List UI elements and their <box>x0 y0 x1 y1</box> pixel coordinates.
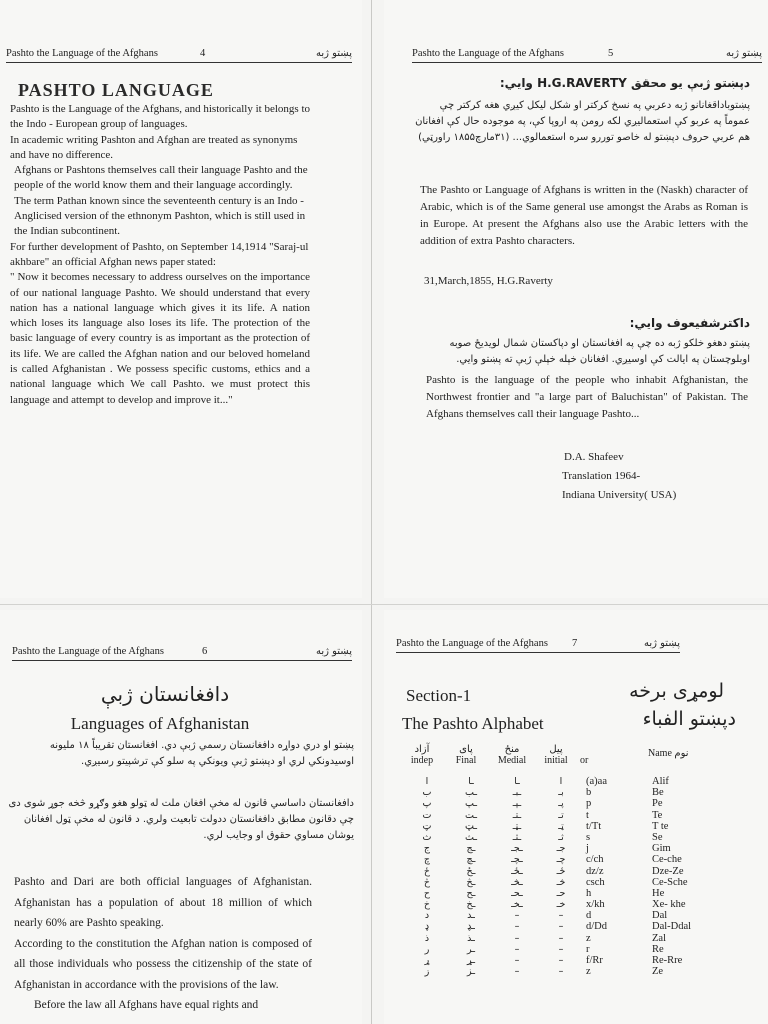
running-title: Pashto the Language of the Afghans <box>396 638 548 649</box>
cell-indep: ز <box>424 966 430 978</box>
running-header <box>412 48 762 64</box>
table-row <box>390 966 762 977</box>
cell-final: ـح <box>466 887 476 899</box>
cell-medial: – <box>514 921 520 933</box>
alphabet-table <box>390 776 762 977</box>
cell-initial: څـ <box>556 876 566 888</box>
pashto-paragraph: دافغانستان داساسي قانون له مخې افغان ملت له ټولو هغو وګړو څخه جوړ شوی دی چې دقانون مطابق دافغانستان ددولت تابعيت ولري. د قانون له مخې ټول افغانان يوشان مساوي حقوق او وجايب لري. <box>8 798 354 841</box>
cell-final: ـب <box>464 787 478 799</box>
cell-final: ـا <box>468 776 474 787</box>
shafeev-heading: داکترشفيعوف وايي: <box>629 316 750 330</box>
cell-name: Se <box>652 831 663 843</box>
page-number: 4 <box>200 48 206 59</box>
cell-medial: ـخـ <box>511 899 523 911</box>
col-indep <box>400 744 444 766</box>
cell-latin: c/ch <box>586 854 604 866</box>
running-title-pashto: پښتو ژبه <box>315 48 352 59</box>
header-rule <box>12 660 352 661</box>
table-row <box>390 899 762 910</box>
col-label: initial <box>544 755 568 766</box>
cell-name: Alif <box>652 776 669 787</box>
raverty-heading: دپښتو ژبې يو محقق H.G.RAVERTY وايي: <box>499 76 750 90</box>
cell-medial: ـا <box>514 776 520 787</box>
cell-name: Dal-Ddal <box>652 921 692 933</box>
cell-indep: خ <box>423 899 431 911</box>
cell-medial: ـحـ <box>511 887 523 899</box>
page-number: 7 <box>572 638 578 649</box>
cell-medial: – <box>514 966 520 978</box>
cell-indep: چ <box>423 854 431 866</box>
cell-medial: ـتـ <box>512 809 522 821</box>
cell-indep: د <box>424 910 430 922</box>
cell-initial: حـ <box>556 887 566 899</box>
paragraph: According to the constitution the Afghan nation is composed of all those individuals who possess the citizenship of the state of Afghanistan in accordance with the provisions of the law. <box>14 937 312 991</box>
cell-latin: t <box>586 809 589 821</box>
cell-indep: ځ <box>423 865 431 877</box>
cell-name: Zal <box>652 932 666 944</box>
running-header <box>12 646 352 662</box>
cell-final: ـچ <box>466 854 476 866</box>
body-text <box>14 872 312 1016</box>
cell-final: ـڅ <box>466 876 476 888</box>
cell-latin: h <box>586 887 592 899</box>
running-header <box>6 48 352 64</box>
table-row <box>390 888 762 899</box>
alphabet-title-pashto: دپښتو الفباء <box>642 708 736 730</box>
table-row <box>390 866 762 877</box>
header-rule <box>412 62 762 63</box>
cell-name: Ze <box>652 966 664 978</box>
translation-date: Translation 1964- <box>562 470 641 482</box>
cell-latin: f/Rr <box>586 955 603 966</box>
table-row <box>390 877 762 888</box>
cell-name: Dze-Ze <box>652 865 684 877</box>
cell-medial: ـټـ <box>512 820 522 832</box>
cell-name: Te <box>652 809 663 821</box>
pashto-paragraph: پښتو او دري دواړه دافغانستان رسمي ژبې دي. افغانستان تقريباً ۱۸ مليونه اوسيدونکي لري او دپښتو ژبې ويونکي په سلو کې ترشپيتو رسيږي. <box>49 740 354 767</box>
cell-medial: ـپـ <box>512 798 522 810</box>
page-5 <box>384 0 768 598</box>
cell-latin: (a)aa <box>586 776 607 787</box>
col-or: or <box>580 755 589 766</box>
cell-medial: – <box>514 910 520 922</box>
author: D.A. Shafeev <box>564 451 624 463</box>
cell-final: ـج <box>466 843 476 855</box>
page-number: 6 <box>202 646 208 657</box>
cell-indep: څ <box>423 876 431 888</box>
page-headline: PASHTO LANGUAGE <box>18 80 214 100</box>
cell-final: ـپ <box>464 798 478 810</box>
cell-name: T te <box>652 820 669 832</box>
table-row <box>390 854 762 865</box>
cell-initial: پـ <box>558 798 564 810</box>
col-label-pashto: پای <box>459 744 473 755</box>
cell-initial: – <box>558 955 564 966</box>
cell-latin: r <box>586 943 590 955</box>
cell-latin: p <box>586 798 592 810</box>
cell-latin: d <box>586 910 592 922</box>
cell-latin: z <box>586 966 591 978</box>
page-number: 5 <box>608 48 614 59</box>
table-row <box>390 798 762 809</box>
col-label-pashto: آزاد <box>414 744 430 755</box>
cell-final: ـذ <box>467 932 475 944</box>
cell-name: Re <box>652 943 664 955</box>
paragraph: Afghans or Pashtons themselves call their language Pashto and the people of the world know them and their language accordingly. <box>14 164 308 192</box>
title-pashto: دافغانستان ژبې <box>100 682 230 706</box>
cell-final: ـت <box>464 809 478 821</box>
cell-medial: ـثـ <box>512 831 522 843</box>
col-label-pashto: پيل <box>549 744 563 755</box>
cell-indep: ذ <box>424 932 430 944</box>
col-name: Name نوم <box>648 748 689 759</box>
table-row <box>390 810 762 821</box>
paragraph: In academic writing Pashton and Afghan are treated as synonyms and have no difference. <box>10 133 298 161</box>
cell-indep: ب <box>422 787 432 799</box>
col-final <box>444 744 488 766</box>
cell-initial: – <box>558 910 564 922</box>
quote-paragraph: " Now it becomes necessary to address ourselves on the importance of our national language Pashto. We should understand that every nation has a national language which gives it its life. A nation which loses its language also loses its life. The protection of the basic language of every country is as important as the protection of its life. We are called the Afghan nation and our beloved homeland is called Afghanistan . We possess specific customs, ethics and a national language which We call Pashto. we must protect this language and attempt to develop and improve it..." <box>10 271 310 406</box>
col-label: Medial <box>497 755 527 766</box>
cell-indep: ج <box>423 843 431 855</box>
cell-medial: – <box>514 932 520 944</box>
shafeev-pashto: پښتو دهغو خلکو ژبه ده چې په افغانستان او دپاکستان شمال لويديځ صوبه اوبلوچستان په ايالت کې اوسيږي. افغانان خپله خپلې ژبې ته پښتو وايي. <box>449 338 750 365</box>
table-row <box>390 821 762 832</box>
cell-indep: ډ <box>424 921 430 933</box>
cell-latin: b <box>586 787 592 799</box>
body-text <box>10 102 310 408</box>
table-row <box>390 843 762 854</box>
page-7 <box>384 610 768 1024</box>
running-header <box>396 638 680 654</box>
running-title: Pashto the Language of the Afghans <box>12 646 164 657</box>
cell-indep: پ <box>422 798 432 810</box>
col-medial <box>490 744 534 766</box>
section-label: Section-1 <box>406 686 472 705</box>
table-row <box>390 933 762 944</box>
col-label-pashto: منځ <box>504 744 520 755</box>
cell-medial: ـڅـ <box>511 876 523 888</box>
cell-initial: ثـ <box>558 831 564 843</box>
cell-medial: – <box>514 955 520 966</box>
cell-medial: – <box>514 943 520 955</box>
header-rule <box>6 62 352 63</box>
page-split <box>0 604 768 605</box>
cell-indep: ث <box>422 831 432 843</box>
cell-latin: t/Tt <box>586 820 602 832</box>
cell-final: ـخ <box>466 899 476 911</box>
cell-initial: – <box>558 943 564 955</box>
cell-name: Pe <box>652 798 663 810</box>
running-title-pashto: پښتو ژبه <box>643 638 680 649</box>
cell-final: ـث <box>464 831 478 843</box>
cell-final: ـز <box>466 966 476 978</box>
running-title-pashto: پښتو ژبه <box>725 48 762 59</box>
cell-initial: – <box>558 966 564 978</box>
cell-final: ـډ <box>467 921 475 933</box>
cell-initial: خـ <box>556 899 566 911</box>
institution: Indiana University( USA) <box>562 489 677 501</box>
cell-initial: ټـ <box>558 820 564 832</box>
paragraph: For further development of Pashto, on September 14,1914 "Saraj-ul akhbare" an official Afghan news paper stated: <box>10 240 309 268</box>
paragraph: The term Pathan known since the seventeenth century is an Indo -Anglicised version of the ethnonym Pashton, which is still used in the Indian subcontinent. <box>14 194 306 238</box>
paragraph: Pashto and Dari are both official languages of Afghanistan. Afghanistan has a population of about 18 million of which nearly 60% are Pashto speaking. <box>14 876 312 929</box>
cell-final: ـټ <box>464 820 478 832</box>
title-english: Languages of Afghanistan <box>70 714 250 733</box>
cell-initial: جـ <box>556 843 566 855</box>
cell-latin: s <box>586 831 591 843</box>
cell-indep: ح <box>423 887 431 899</box>
raverty-signature: 31,March,1855, H.G.Raverty <box>424 275 553 287</box>
cell-latin: d/Dd <box>586 921 607 933</box>
table-row <box>390 787 762 798</box>
table-row <box>390 944 762 955</box>
cell-medial: ـچـ <box>511 854 523 866</box>
cell-indep: ټ <box>422 820 432 832</box>
section-label-pashto: لومړی برخه <box>629 680 724 702</box>
cell-initial: چـ <box>556 854 566 866</box>
cell-medial: ـجـ <box>511 843 523 855</box>
table-row <box>390 910 762 921</box>
col-label: Final <box>455 755 477 766</box>
cell-latin: dz/z <box>586 865 604 877</box>
shafeev-signature <box>562 448 742 505</box>
cell-name: Dal <box>652 910 668 922</box>
running-title: Pashto the Language of the Afghans <box>412 48 564 59</box>
cell-latin: j <box>586 843 589 855</box>
cell-indep: ا <box>425 776 429 787</box>
cell-name: Ce-che <box>652 854 682 866</box>
cell-initial: بـ <box>558 787 564 799</box>
col-label: indep <box>410 755 434 766</box>
table-row <box>390 955 762 966</box>
cell-indep: ړ <box>424 955 430 966</box>
raverty-pashto: پښتوباداقغانانو ژبه دعربي په نسخ کرکتر او شکل ليکل کيږي هغه کرکتر چې عموماً په عربو کې استعماليږي لکه رومن په اروپا کې، په موجوده حال کې افغانان هم عربي حروف دپښتو له خاصو توررو سره استعمالوي... (۳۱مارچ۱۸۵۵ راورټي) <box>415 100 750 143</box>
cell-initial: ا <box>559 776 563 787</box>
alphabet-title: The Pashto Alphabet <box>402 714 544 733</box>
raverty-english: The Pashto or Language of Afghans is written in the (Naskh) character of Arabic, which is of the Same general use amongst the Arabs as Roman is in Europe. At present the Afghans also use the Arabic letters with the addition of extra Pashto characters. <box>420 184 748 247</box>
cell-indep: ر <box>424 943 430 955</box>
cell-latin: x/kh <box>586 899 605 911</box>
cell-medial: ـځـ <box>511 865 523 877</box>
cell-name: Be <box>652 787 664 799</box>
page-6 <box>0 610 362 1024</box>
cell-final: ـځ <box>466 865 476 877</box>
cell-initial: تـ <box>558 809 564 821</box>
cell-name: Xe- khe <box>652 899 686 911</box>
running-title: Pashto the Language of the Afghans <box>6 48 158 59</box>
cell-latin: z <box>586 932 591 944</box>
running-title-pashto: پښتو ژبه <box>315 646 352 657</box>
cell-final: ـر <box>466 943 476 955</box>
cell-initial: – <box>558 932 564 944</box>
table-row <box>390 776 762 787</box>
col-initial <box>534 744 578 766</box>
cell-name: Gim <box>652 843 671 855</box>
shafeev-english: Pashto is the language of the people who inhabit Afghanistan, the Northwest frontier and "a large part of Baluchistan" of Pakistan. The Afghans themselves call their language Pashto... <box>426 374 748 420</box>
paragraph: Before the law all Afghans have equal rights and <box>34 999 259 1011</box>
page-4 <box>0 0 362 598</box>
table-row <box>390 921 762 932</box>
cell-name: Ce-Sche <box>652 876 688 888</box>
cell-latin: csch <box>586 876 605 888</box>
spread-gutter <box>371 0 372 1024</box>
cell-name: Re-Rre <box>652 955 683 966</box>
cell-indep: ت <box>422 809 432 821</box>
cell-final: ـړ <box>466 955 476 966</box>
cell-initial: ځـ <box>556 865 566 877</box>
header-rule <box>396 652 680 653</box>
table-row <box>390 832 762 843</box>
cell-medial: ـبـ <box>512 787 522 799</box>
cell-initial: – <box>558 921 564 933</box>
cell-name: He <box>652 887 665 899</box>
cell-final: ـد <box>467 910 475 922</box>
paragraph: Pashto is the Language of the Afghans, and historically it belongs to the Indo - European group of languages. <box>10 103 311 131</box>
